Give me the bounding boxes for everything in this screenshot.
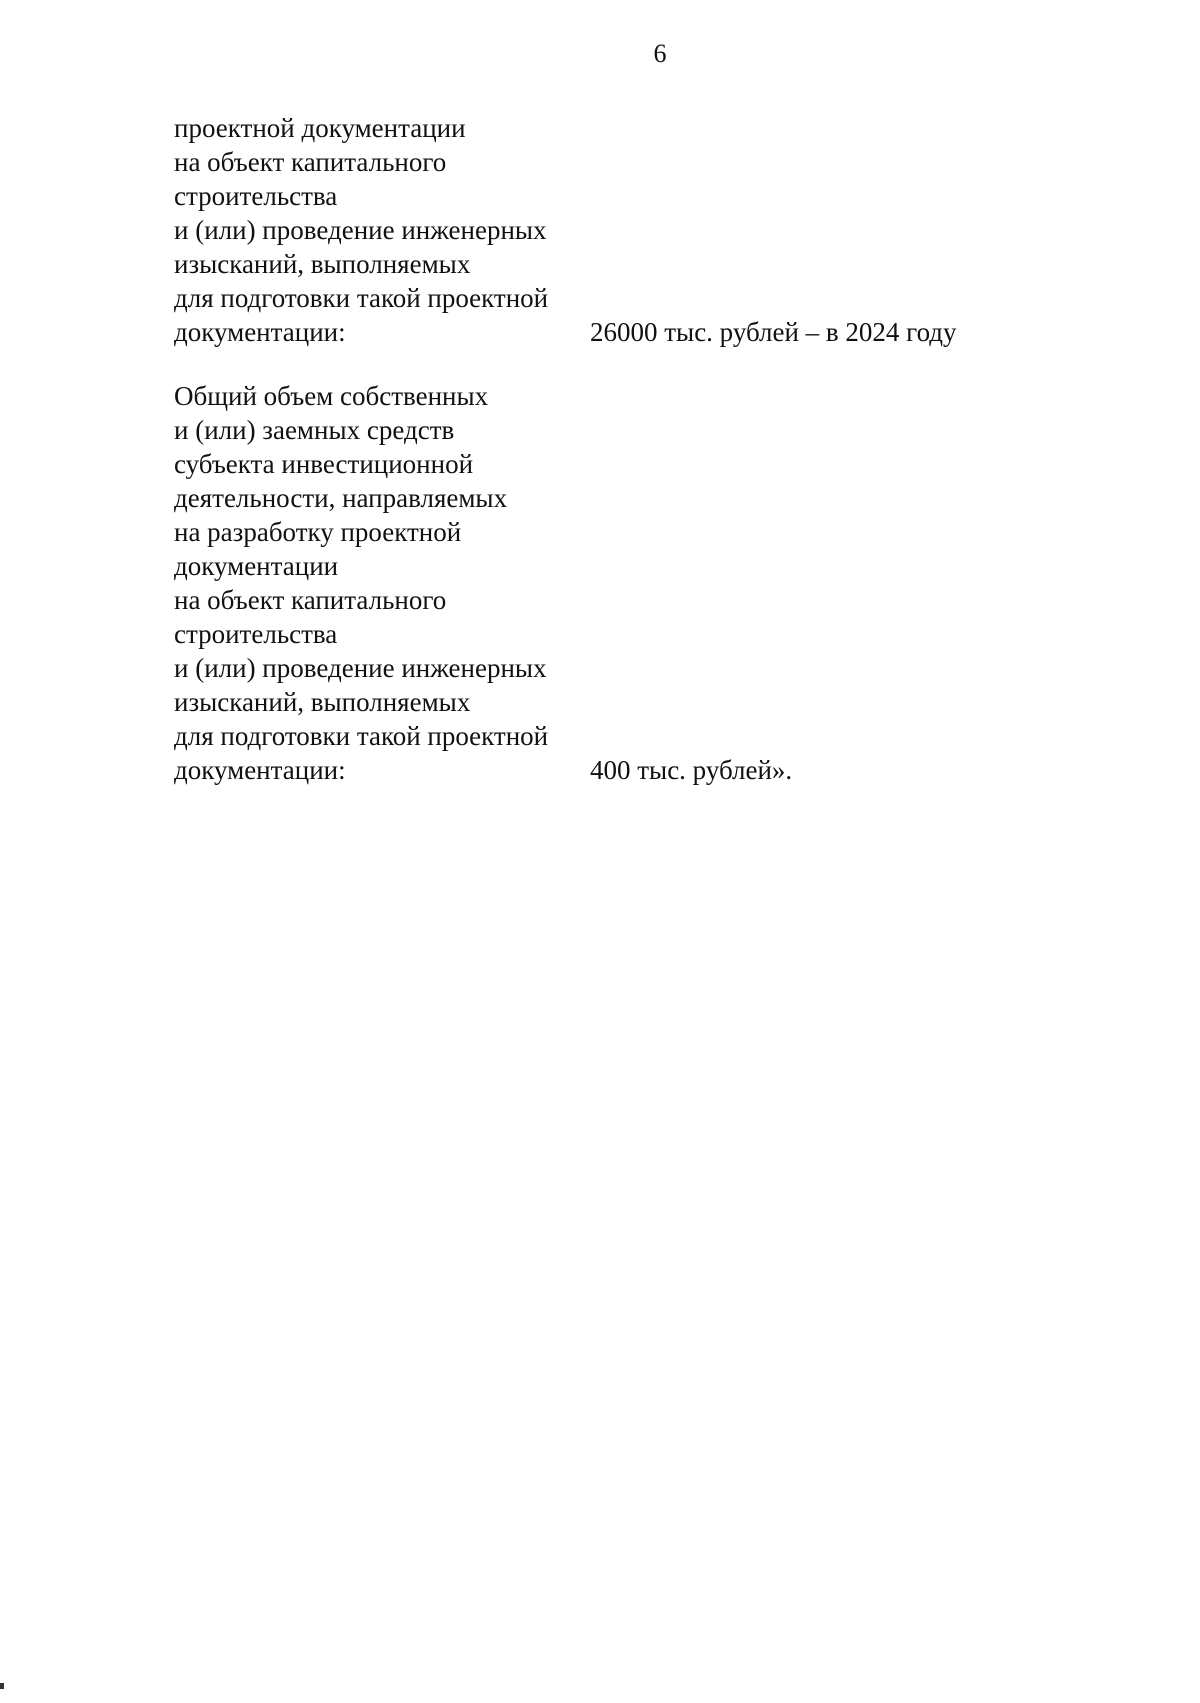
label-line: изысканий, выполняемых	[174, 687, 471, 717]
label-line: субъекта инвестиционной	[174, 449, 474, 479]
funding-block-own-and-borrowed-funds	[174, 379, 1134, 787]
label-line: на объект капитального	[174, 585, 447, 615]
amount-value: 400 тыс. рублей».	[590, 755, 793, 785]
scan-artifact	[0, 1683, 4, 1689]
label-line: документации	[174, 551, 339, 581]
label-line-last	[174, 315, 1134, 349]
label-line: для подготовки такой проектной	[174, 721, 549, 751]
label-line-last	[174, 753, 1134, 787]
label-line: строительства	[174, 181, 338, 211]
label-line: Общий объем собственных	[174, 381, 489, 411]
label-text: документации:	[174, 755, 346, 785]
label-line: строительства	[174, 619, 338, 649]
page-number: 6	[653, 39, 667, 68]
label-line: для подготовки такой проектной	[174, 283, 549, 313]
amount-value: 26000 тыс. рублей – в 2024 году	[590, 317, 957, 347]
label-line: на разработку проектной	[174, 517, 462, 547]
label-line: на объект капитального	[174, 147, 447, 177]
label-line: изысканий, выполняемых	[174, 249, 471, 279]
label-text: документации:	[174, 317, 346, 347]
label-line: и (или) проведение инженерных	[174, 215, 547, 245]
label-line: деятельности, направляемых	[174, 483, 508, 513]
label-line: и (или) заемных средств	[174, 415, 455, 445]
label-line: проектной документации	[174, 113, 466, 143]
label-line: и (или) проведение инженерных	[174, 653, 547, 683]
funding-block-design-documentation	[174, 111, 1134, 349]
